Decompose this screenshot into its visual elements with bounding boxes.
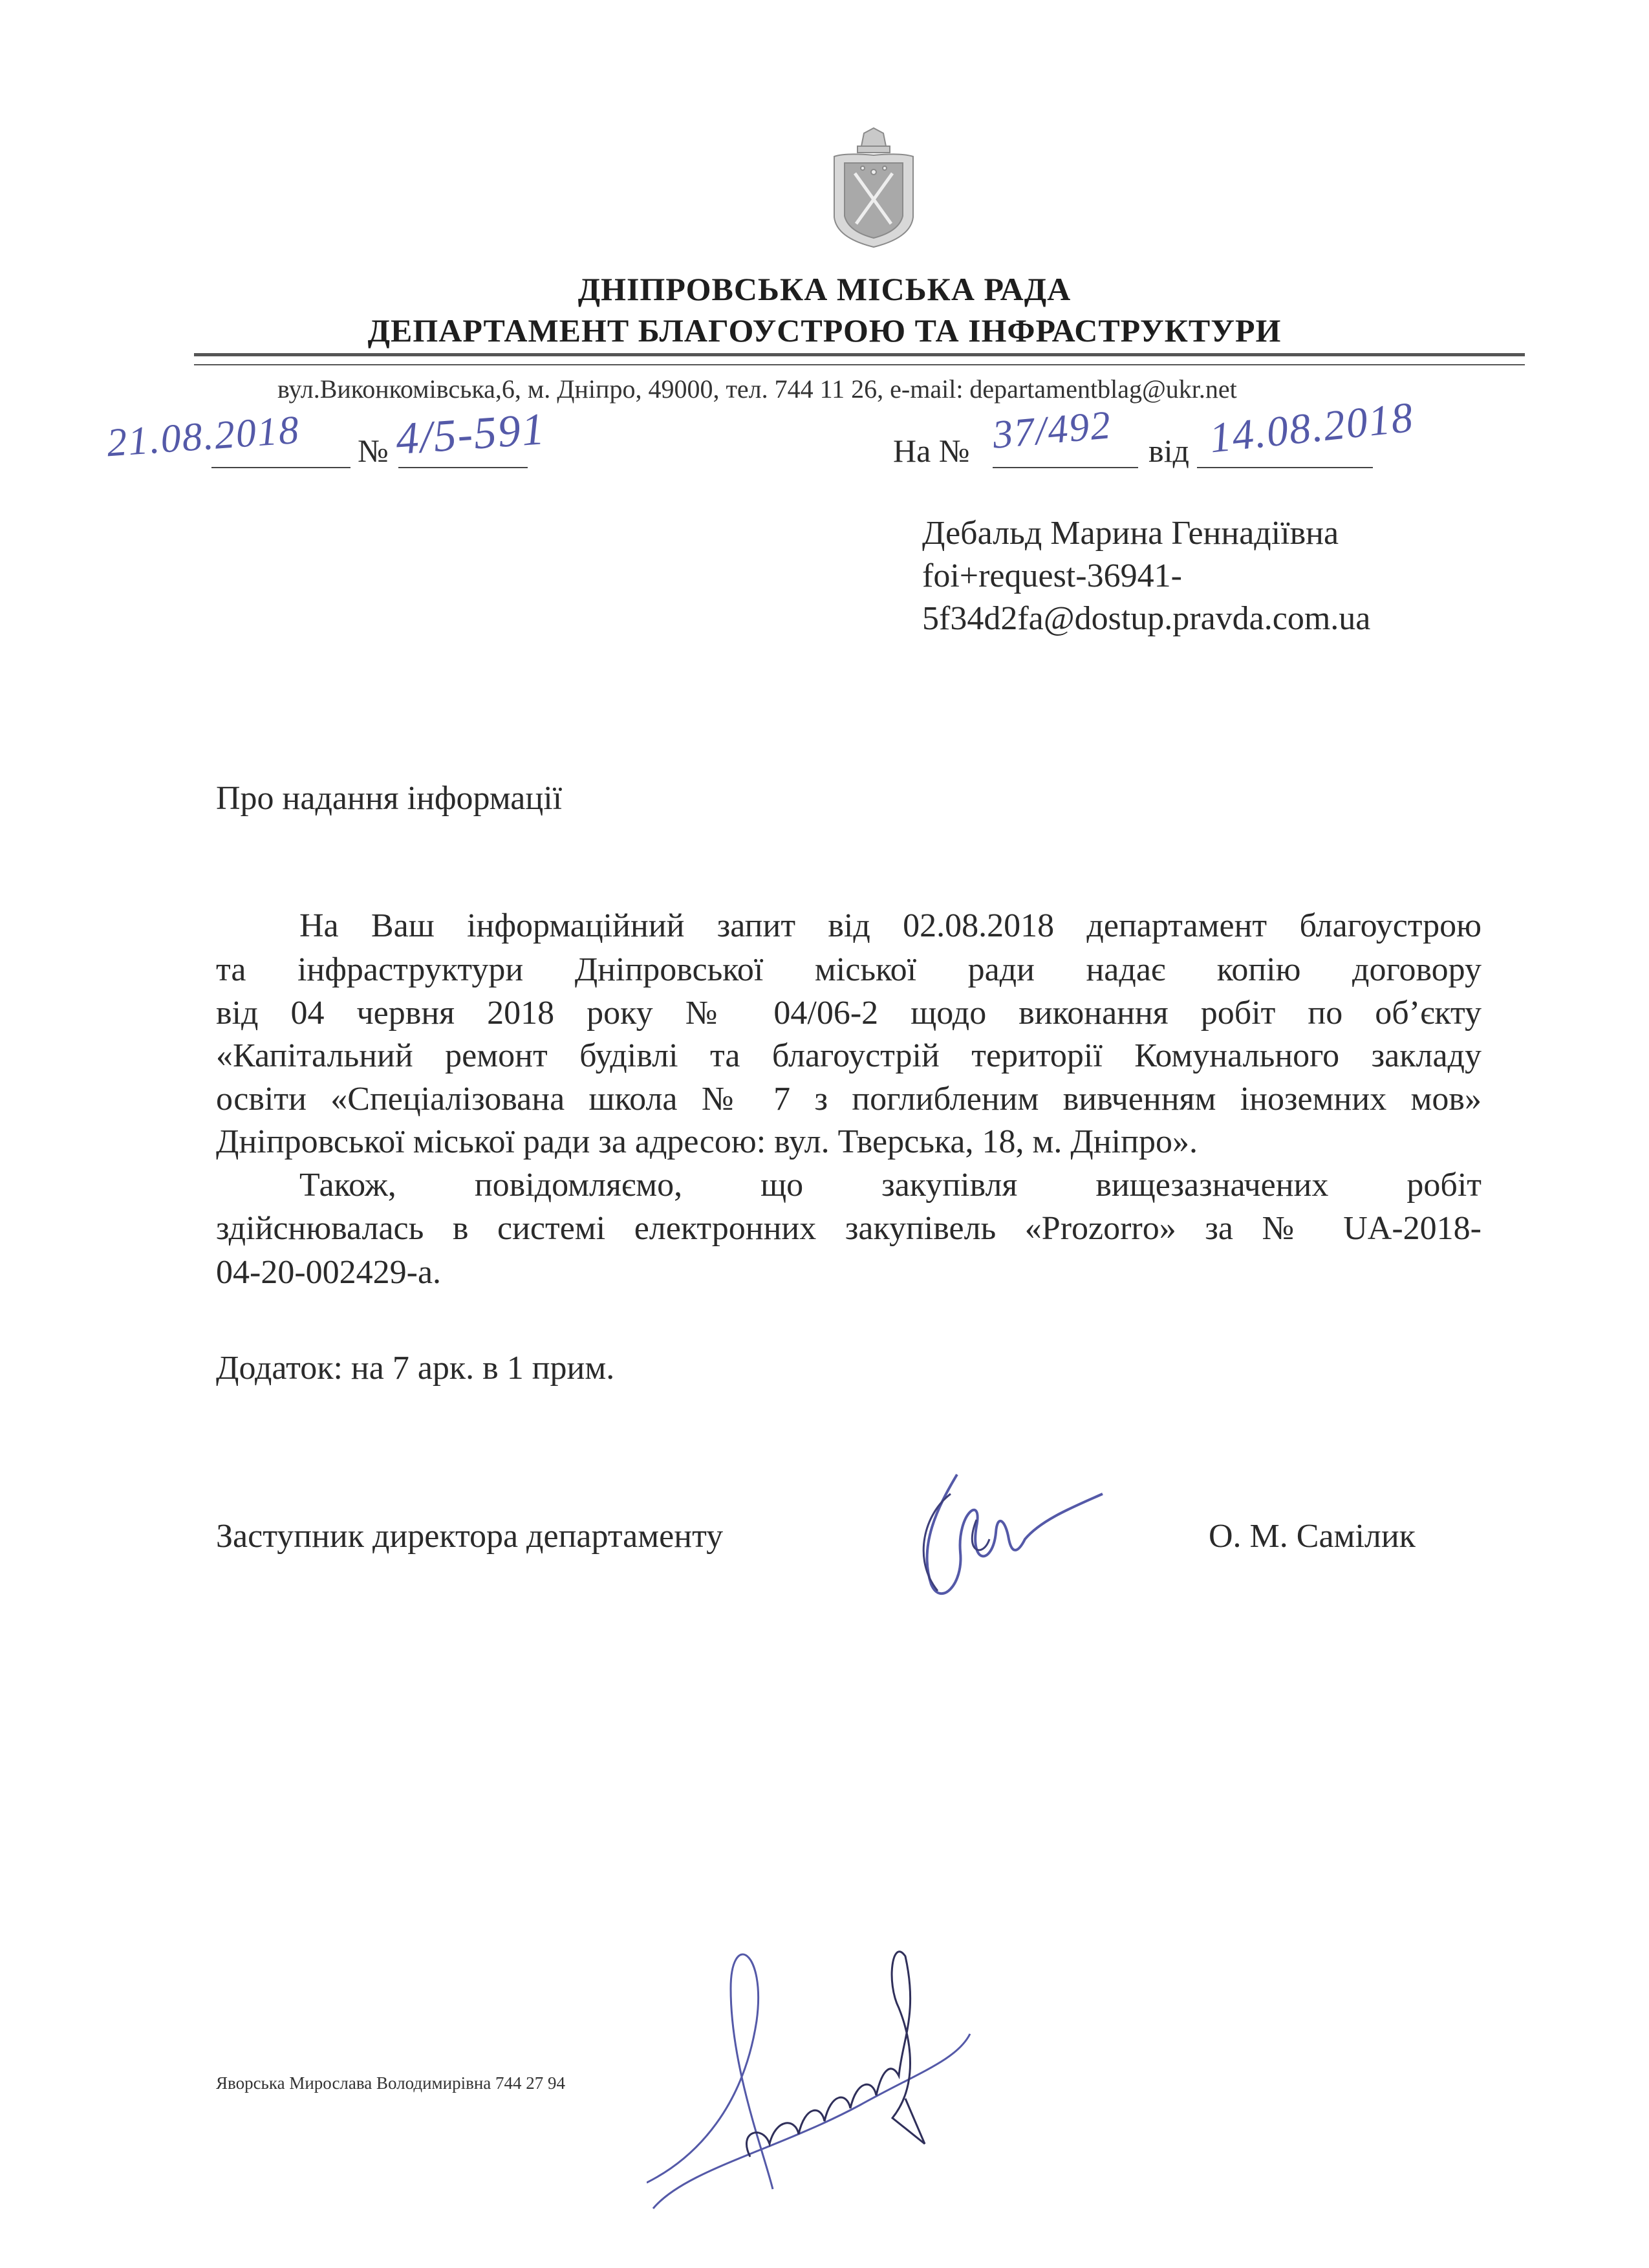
outgoing-number-line <box>398 467 528 468</box>
outgoing-number: 4/5-591 <box>394 404 548 464</box>
signature-icon <box>879 1468 1112 1610</box>
body-line: та інфраструктури Дніпровської міської ради надає копію договору <box>216 951 1482 988</box>
incoming-date: 14.08.2018 <box>1207 393 1416 462</box>
number-label: № <box>358 433 389 469</box>
addressee-block <box>922 512 1370 640</box>
incoming-date-line <box>1197 467 1373 468</box>
body-line: освіти «Спеціалізована школа № 7 з поглибленим вивченням іноземних мов» <box>216 1081 1482 1118</box>
body-line: від 04 червня 2018 року № 04/06-2 щодо виконання робіт по об’єкту <box>216 995 1482 1031</box>
addressee-email-line2: 5f34d2fa@dostup.pravda.com.ua <box>922 600 1371 637</box>
incoming-number-line <box>993 467 1138 468</box>
signatory-name: О. М. Самілик <box>1209 1518 1416 1555</box>
outgoing-date: 21.08.2018 <box>105 407 301 466</box>
addressee-name: Дебальд Марина Геннадіївна <box>922 515 1339 552</box>
reply-label: На № <box>893 433 970 469</box>
org-name: ДНІПРОВСЬКА МІСЬКА РАДА <box>577 271 1072 307</box>
header-divider-thin <box>194 364 1525 365</box>
department-name: ДЕПАРТАМЕНТ БЛАГОУСТРОЮ ТА ІНФРАСТРУКТУРИ <box>367 312 1282 349</box>
org-address: вул.Виконкомівська,6, м. Дніпро, 49000, тел. 744 11 26, e-mail: departamentblag@ukr.net <box>277 374 1237 404</box>
subject-line: Про надання інформації <box>216 780 563 817</box>
attachment-note: Додаток: на 7 арк. в 1 прим. <box>216 1350 615 1387</box>
body-line: Дніпровської міської ради за адресою: вул. Тверська, 18, м. Дніпро». <box>216 1123 1198 1160</box>
body-line: 04-20-002429-а. <box>216 1254 442 1291</box>
coat-of-arms-icon <box>826 127 921 251</box>
outgoing-date-line <box>211 467 350 468</box>
body-line: «Капітальний ремонт будівлі та благоустрій території Комунального закладу <box>216 1037 1482 1074</box>
executor-info: Яворська Мирослава Володимирівна 744 27 94 <box>216 2073 566 2093</box>
signatory-position: Заступник директора департаменту <box>216 1518 724 1555</box>
from-label: від <box>1148 433 1189 469</box>
header-divider-thick <box>194 353 1525 356</box>
executor-signature-icon <box>647 1937 1009 2215</box>
incoming-number: 37/492 <box>991 403 1114 457</box>
body-line: Також, повідомляємо, що закупівля вищезазначених робіт <box>299 1167 1482 1204</box>
body-line: здійснювалась в системі електронних закупівель «Prozorro» за № UA-2018- <box>216 1210 1482 1247</box>
addressee-email-line1: foi+request-36941- <box>922 557 1182 594</box>
body-line: На Ваш інформаційний запит від 02.08.2018 департамент благоустрою <box>299 907 1482 944</box>
